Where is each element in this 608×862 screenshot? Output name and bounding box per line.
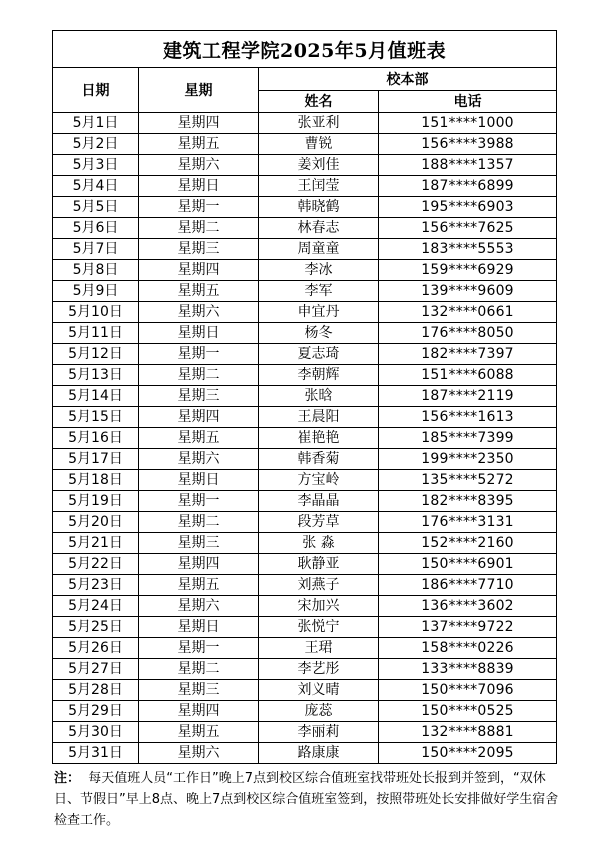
date-cell: 5月28日	[53, 680, 139, 701]
phone-cell: 150****7096	[379, 680, 557, 701]
date-cell: 5月18日	[53, 470, 139, 491]
table-row	[53, 701, 557, 722]
date-cell: 5月2日	[53, 134, 139, 155]
phone-cell: 199****2350	[379, 449, 557, 470]
phone-cell: 156****3988	[379, 134, 557, 155]
date-cell: 5月8日	[53, 260, 139, 281]
table-row	[53, 743, 557, 764]
name-cell: 李丽莉	[259, 722, 379, 743]
name-cell: 李朝辉	[259, 365, 379, 386]
date-cell: 5月26日	[53, 638, 139, 659]
name-cell: 张亚利	[259, 113, 379, 134]
footnote-label: 注：	[54, 771, 81, 786]
phone-cell: 182****8395	[379, 491, 557, 512]
weekday-cell: 星期二	[139, 659, 259, 680]
phone-cell: 150****2095	[379, 743, 557, 764]
table-row	[53, 407, 557, 428]
weekday-cell: 星期二	[139, 218, 259, 239]
phone-cell: 133****8839	[379, 659, 557, 680]
weekday-cell: 星期一	[139, 491, 259, 512]
weekday-cell: 星期日	[139, 176, 259, 197]
phone-cell: 137****9722	[379, 617, 557, 638]
phone-cell: 151****6088	[379, 365, 557, 386]
weekday-cell: 星期四	[139, 113, 259, 134]
phone-cell: 136****3602	[379, 596, 557, 617]
date-cell: 5月12日	[53, 344, 139, 365]
date-cell: 5月17日	[53, 449, 139, 470]
table-row	[53, 344, 557, 365]
phone-cell: 139****9609	[379, 281, 557, 302]
phone-cell: 182****7397	[379, 344, 557, 365]
phone-cell: 187****2119	[379, 386, 557, 407]
date-cell: 5月5日	[53, 197, 139, 218]
weekday-cell: 星期五	[139, 575, 259, 596]
name-cell: 庞蕊	[259, 701, 379, 722]
table-row	[53, 617, 557, 638]
phone-cell: 152****2160	[379, 533, 557, 554]
date-cell: 5月20日	[53, 512, 139, 533]
name-cell: 曹锐	[259, 134, 379, 155]
table-row	[53, 197, 557, 218]
table-row	[53, 449, 557, 470]
table-row	[53, 260, 557, 281]
date-cell: 5月16日	[53, 428, 139, 449]
table-row	[53, 512, 557, 533]
name-cell: 李艺彤	[259, 659, 379, 680]
phone-cell: 176****3131	[379, 512, 557, 533]
phone-cell: 186****7710	[379, 575, 557, 596]
weekday-cell: 星期二	[139, 365, 259, 386]
phone-cell: 156****7625	[379, 218, 557, 239]
name-cell: 李冰	[259, 260, 379, 281]
date-cell: 5月11日	[53, 323, 139, 344]
date-cell: 5月23日	[53, 575, 139, 596]
date-cell: 5月19日	[53, 491, 139, 512]
phone-cell: 195****6903	[379, 197, 557, 218]
table-row	[53, 722, 557, 743]
name-cell: 张悦宁	[259, 617, 379, 638]
name-cell: 崔艳艳	[259, 428, 379, 449]
name-cell: 李晶晶	[259, 491, 379, 512]
weekday-cell: 星期三	[139, 386, 259, 407]
phone-cell: 156****1613	[379, 407, 557, 428]
footnote-text: 每天值班人员“工作日”晚上7点到校区综合值班室找带班处长报到并签到，“双休日、节假日”早上8点、晚上7点到校区综合值班室签到，按照带班处长安排做好学生宿舍检查工作。	[54, 771, 559, 828]
weekday-cell: 星期一	[139, 344, 259, 365]
date-cell: 5月30日	[53, 722, 139, 743]
phone-cell: 159****6929	[379, 260, 557, 281]
name-cell: 宋加兴	[259, 596, 379, 617]
phone-cell: 183****5553	[379, 239, 557, 260]
name-cell: 刘义晴	[259, 680, 379, 701]
phone-cell: 188****1357	[379, 155, 557, 176]
weekday-cell: 星期六	[139, 743, 259, 764]
table-row	[53, 134, 557, 155]
table-row	[53, 281, 557, 302]
date-cell: 5月6日	[53, 218, 139, 239]
name-cell: 李军	[259, 281, 379, 302]
phone-cell: 158****0226	[379, 638, 557, 659]
name-cell: 韩香菊	[259, 449, 379, 470]
table-row	[53, 386, 557, 407]
date-cell: 5月13日	[53, 365, 139, 386]
date-cell: 5月7日	[53, 239, 139, 260]
date-cell: 5月10日	[53, 302, 139, 323]
table-row	[53, 155, 557, 176]
roster-body	[53, 113, 557, 764]
table-row	[53, 470, 557, 491]
weekday-cell: 星期一	[139, 638, 259, 659]
date-cell: 5月14日	[53, 386, 139, 407]
phone-cell: 187****6899	[379, 176, 557, 197]
footnote	[54, 768, 562, 831]
phone-column-header: 电话	[379, 90, 557, 113]
table-row	[53, 533, 557, 554]
name-cell: 段芳草	[259, 512, 379, 533]
weekday-column-header: 星期	[139, 68, 259, 113]
date-cell: 5月29日	[53, 701, 139, 722]
weekday-cell: 星期六	[139, 155, 259, 176]
weekday-cell: 星期六	[139, 596, 259, 617]
date-cell: 5月27日	[53, 659, 139, 680]
name-cell: 申宜丹	[259, 302, 379, 323]
weekday-cell: 星期六	[139, 302, 259, 323]
name-cell: 王闰莹	[259, 176, 379, 197]
weekday-cell: 星期四	[139, 554, 259, 575]
date-cell: 5月15日	[53, 407, 139, 428]
weekday-cell: 星期四	[139, 701, 259, 722]
name-cell: 路康康	[259, 743, 379, 764]
weekday-cell: 星期四	[139, 407, 259, 428]
duty-roster-table	[52, 30, 557, 764]
name-cell: 张 淼	[259, 533, 379, 554]
phone-cell: 176****8050	[379, 323, 557, 344]
table-row	[53, 365, 557, 386]
table-row	[53, 176, 557, 197]
table-row	[53, 638, 557, 659]
table-row	[53, 659, 557, 680]
weekday-cell: 星期五	[139, 428, 259, 449]
table-row	[53, 218, 557, 239]
weekday-cell: 星期三	[139, 680, 259, 701]
weekday-cell: 星期五	[139, 281, 259, 302]
table-row	[53, 239, 557, 260]
phone-cell: 151****1000	[379, 113, 557, 134]
date-cell: 5月31日	[53, 743, 139, 764]
name-cell: 王珺	[259, 638, 379, 659]
table-row	[53, 323, 557, 344]
weekday-cell: 星期一	[139, 197, 259, 218]
date-cell: 5月25日	[53, 617, 139, 638]
phone-cell: 135****5272	[379, 470, 557, 491]
weekday-cell: 星期五	[139, 134, 259, 155]
name-cell: 姜刘佳	[259, 155, 379, 176]
name-column-header: 姓名	[259, 90, 379, 113]
table-row	[53, 491, 557, 512]
phone-cell: 132****8881	[379, 722, 557, 743]
name-cell: 耿静亚	[259, 554, 379, 575]
weekday-cell: 星期日	[139, 617, 259, 638]
name-cell: 林春志	[259, 218, 379, 239]
weekday-cell: 星期六	[139, 449, 259, 470]
date-cell: 5月1日	[53, 113, 139, 134]
phone-cell: 132****0661	[379, 302, 557, 323]
date-cell: 5月24日	[53, 596, 139, 617]
name-cell: 张晗	[259, 386, 379, 407]
campus-group-header: 校本部	[259, 68, 557, 91]
weekday-cell: 星期五	[139, 722, 259, 743]
table-row	[53, 113, 557, 134]
name-cell: 方宝岭	[259, 470, 379, 491]
name-cell: 王晨阳	[259, 407, 379, 428]
date-cell: 5月21日	[53, 533, 139, 554]
name-cell: 刘燕子	[259, 575, 379, 596]
date-column-header: 日期	[53, 68, 139, 113]
table-row	[53, 575, 557, 596]
date-cell: 5月3日	[53, 155, 139, 176]
weekday-cell: 星期日	[139, 470, 259, 491]
table-row	[53, 680, 557, 701]
table-row	[53, 428, 557, 449]
weekday-cell: 星期二	[139, 512, 259, 533]
phone-cell: 150****0525	[379, 701, 557, 722]
weekday-cell: 星期四	[139, 260, 259, 281]
name-cell: 韩晓鹤	[259, 197, 379, 218]
table-row	[53, 302, 557, 323]
table-row	[53, 554, 557, 575]
name-cell: 夏志琦	[259, 344, 379, 365]
roster-title: 建筑工程学院2025年5月值班表	[53, 31, 557, 68]
weekday-cell: 星期三	[139, 533, 259, 554]
phone-cell: 150****6901	[379, 554, 557, 575]
name-cell: 杨冬	[259, 323, 379, 344]
date-cell: 5月9日	[53, 281, 139, 302]
phone-cell: 185****7399	[379, 428, 557, 449]
name-cell: 周童童	[259, 239, 379, 260]
weekday-cell: 星期三	[139, 239, 259, 260]
table-row	[53, 596, 557, 617]
date-cell: 5月22日	[53, 554, 139, 575]
weekday-cell: 星期日	[139, 323, 259, 344]
date-cell: 5月4日	[53, 176, 139, 197]
